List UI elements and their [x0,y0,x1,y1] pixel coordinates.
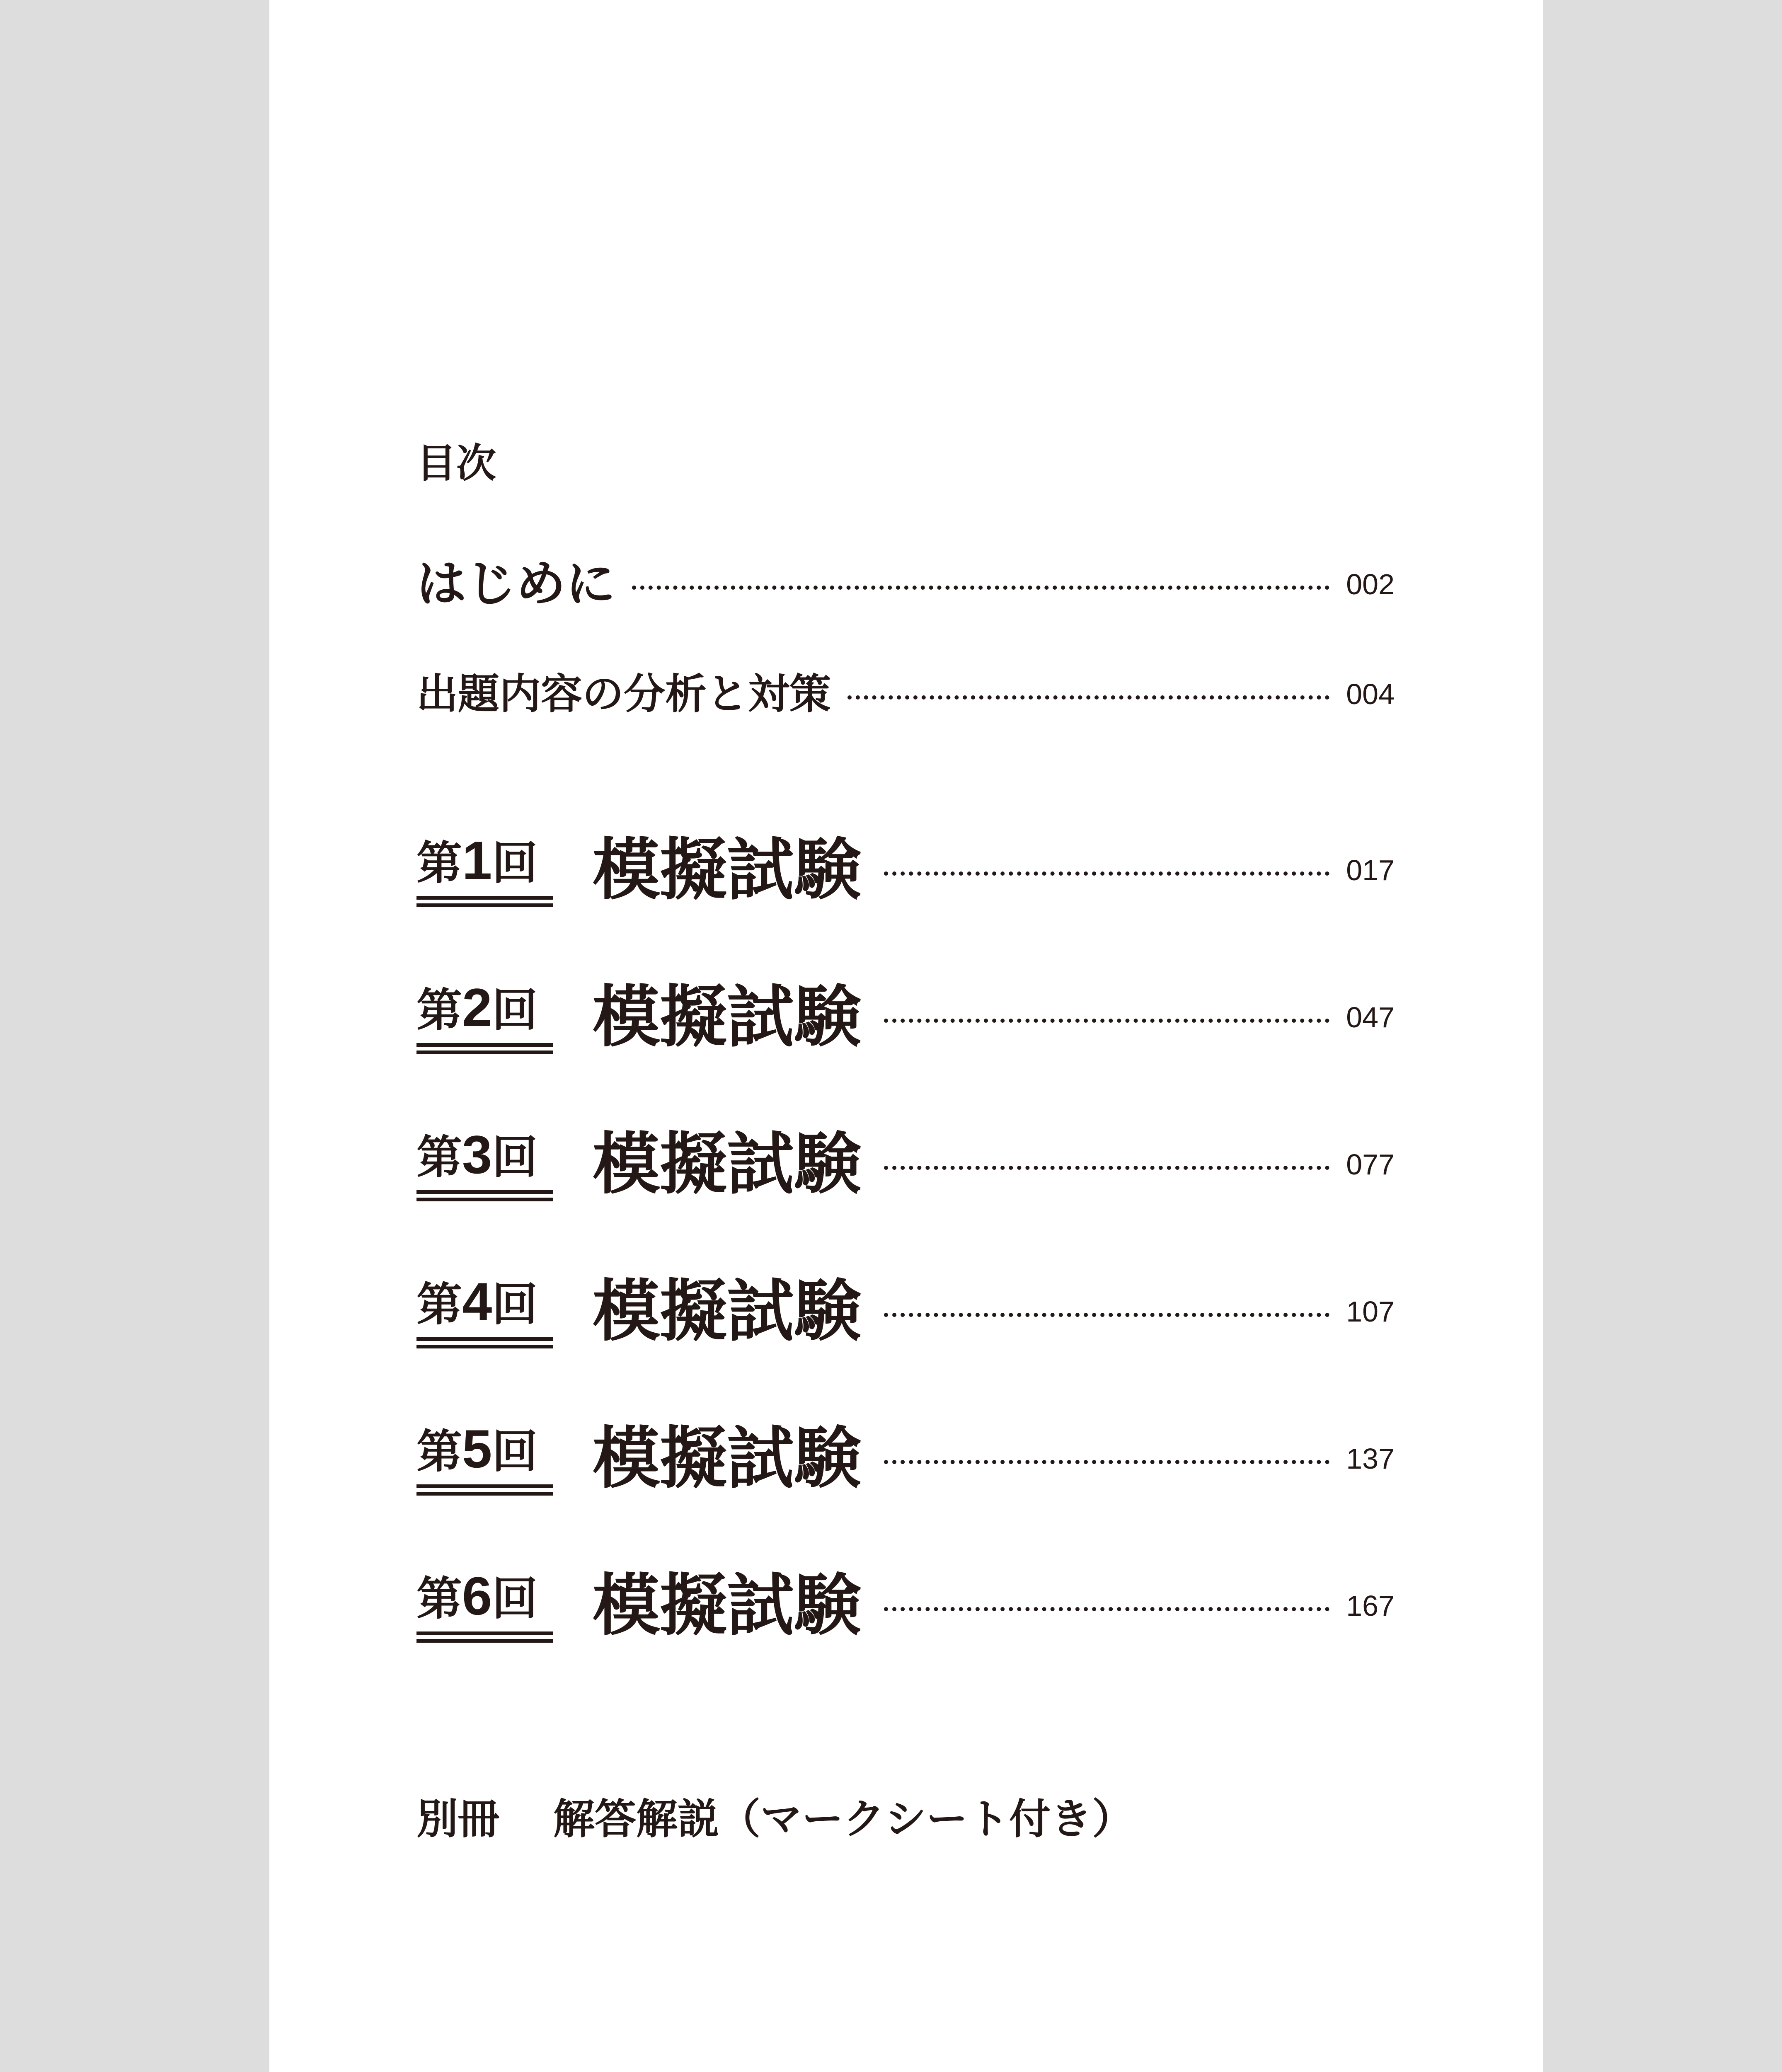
exam-title: 模擬試験 [593,1420,861,1498]
toc-entry-exam-1[interactable] [416,825,1395,916]
toc-entry-label: 出題内容の分析と対策 [416,670,831,718]
exam-title: 模擬試験 [593,1273,861,1351]
toc-page-number: 002 [1346,568,1395,600]
toc-entry-intro[interactable] [416,557,1395,611]
supplement-text: 解答解説（マークシート付き） [553,1795,1133,1843]
session-label: 第6回 [416,1569,553,1643]
toc-page-number: 017 [1346,854,1395,886]
session-label: 第5回 [416,1422,553,1496]
toc-entry-label: はじめに [416,555,615,613]
session-label: 第4回 [416,1275,553,1348]
session-label: 第1回 [416,833,553,907]
supplement-label: 別冊 [416,1795,499,1843]
toc-entry-exam-6[interactable] [416,1560,1395,1651]
exam-title: 模擬試験 [593,1567,861,1645]
dotted-leader [884,1019,1329,1023]
spacer [499,1798,553,1840]
dotted-leader [847,695,1329,700]
toc-page-number: 107 [1346,1295,1395,1328]
dotted-leader [632,586,1329,590]
toc-entry-analysis[interactable] [416,669,1395,719]
dotted-leader [884,1313,1329,1317]
toc-entry-exam-5[interactable] [416,1413,1395,1504]
toc-page-number: 004 [1346,678,1395,710]
session-label: 第2回 [416,980,553,1054]
toc-entry-supplement[interactable] [416,1795,1133,1843]
toc-entry-exam-3[interactable] [416,1119,1395,1210]
toc-entry-exam-4[interactable] [416,1266,1395,1357]
dotted-leader [884,1166,1329,1170]
toc-entry-exam-2[interactable] [416,972,1395,1063]
toc-page-number: 047 [1346,1001,1395,1034]
toc-page-number: 167 [1346,1590,1395,1622]
dotted-leader [884,1607,1329,1611]
session-label: 第3回 [416,1128,553,1201]
dotted-leader [884,1460,1329,1464]
toc-heading: 目次 [416,440,496,487]
toc-page-number: 077 [1346,1148,1395,1181]
exam-title: 模擬試験 [593,978,861,1056]
exam-title: 模擬試験 [593,831,861,909]
toc-page-number: 137 [1346,1443,1395,1475]
dotted-leader [884,871,1329,876]
exam-title: 模擬試験 [593,1126,861,1203]
